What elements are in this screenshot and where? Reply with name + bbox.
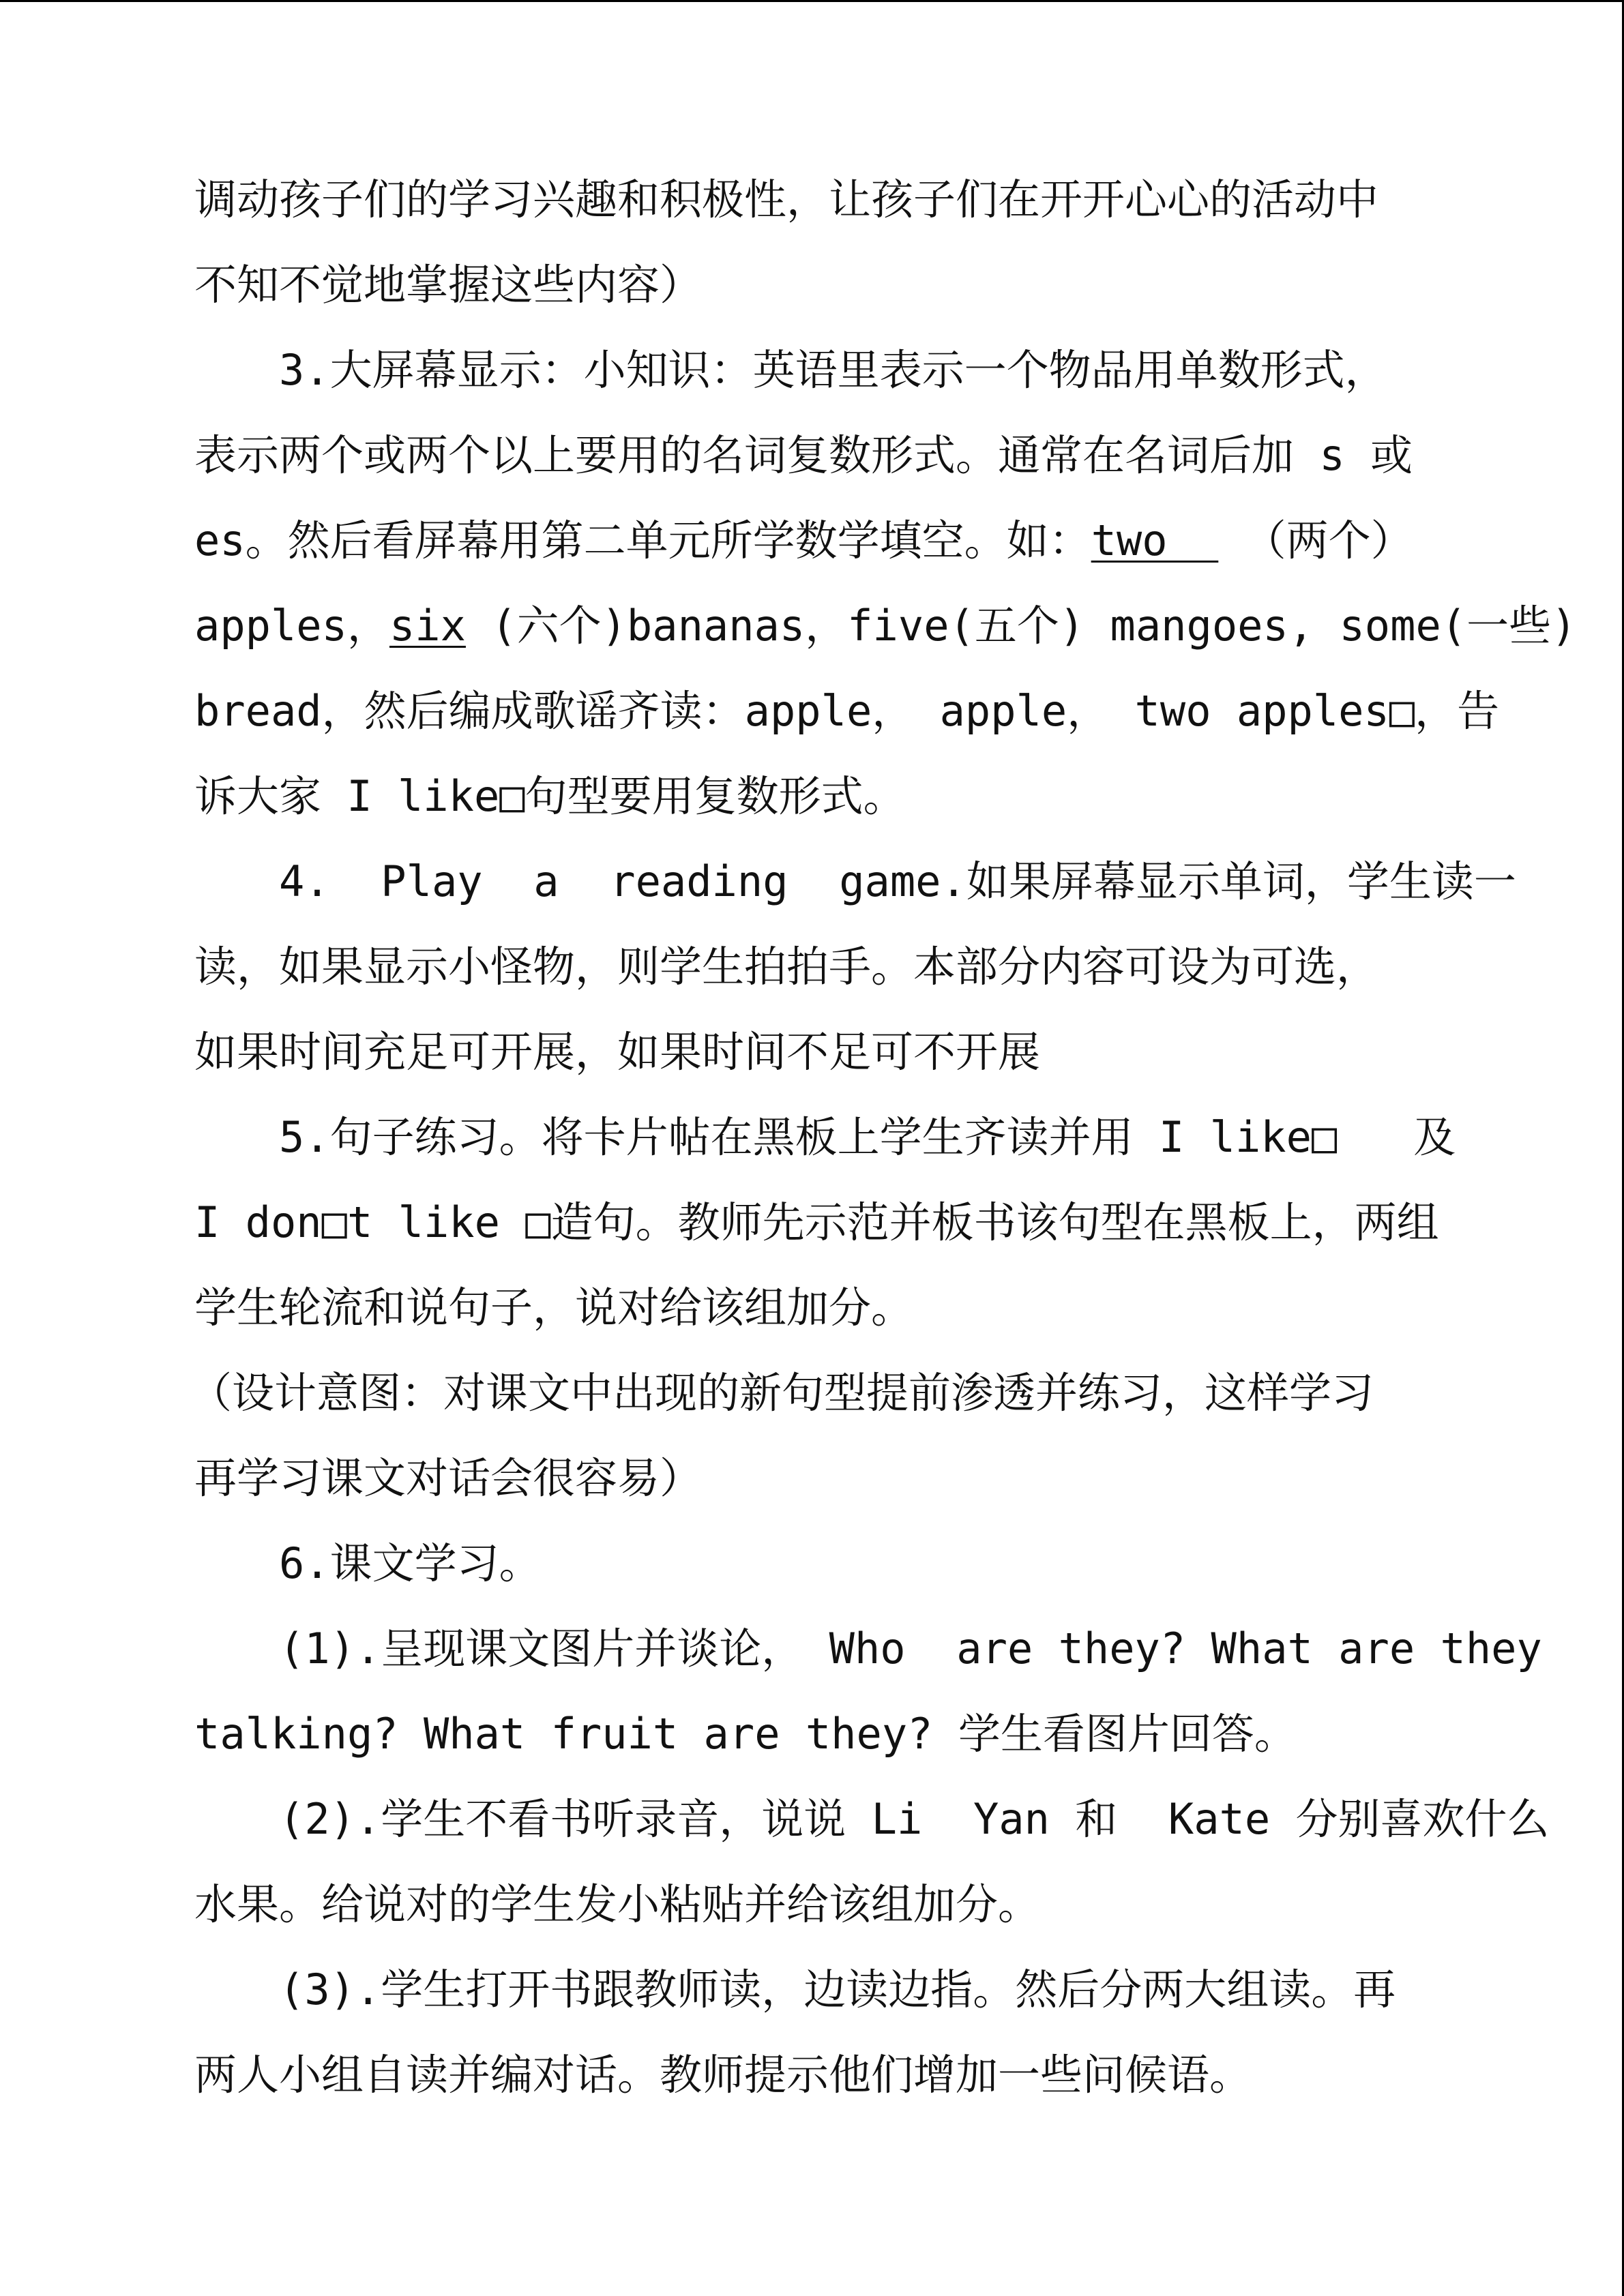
underlined-blank-answer: two	[1091, 516, 1219, 565]
paragraph-line: 再学习课文对话会很容易）	[194, 1453, 703, 1503]
paragraph-line: 6.课文学习。	[279, 1538, 542, 1588]
paragraph-line	[194, 599, 1576, 653]
paragraph-line: 诉大家 I like□句型要用复数形式。	[194, 771, 906, 821]
paragraph-line: 读，如果显示小怪物，则学生拍拍手。本部分内容可设为可选，	[194, 942, 1379, 992]
paragraph-line: (3).学生打开书跟教师读，边读边指。然后分两大组读。再	[279, 1965, 1396, 2014]
paragraph-line: 4. Play a reading game.如果屏幕显示单词，学生读一	[279, 856, 1516, 906]
paragraph-line: bread，然后编成歌谣齐读：apple， apple， two apples□，告	[194, 686, 1500, 736]
paragraph-line: 表示两个或两个以上要用的名词复数形式。通常在名词后加 s 或	[194, 430, 1413, 480]
line-text: （两个）	[1218, 516, 1413, 565]
paragraph-line: 不知不觉地掌握这些内容）	[194, 260, 703, 310]
paragraph-line	[194, 513, 1413, 568]
line-text: (六个)bananas，five(五个) mangoes, some(一些)	[465, 601, 1577, 651]
paragraph-line: I don□t like □造句。教师先示范并板书该句型在黑板上，两组	[194, 1197, 1439, 1247]
paragraph-line: （设计意图：对课文中出现的新句型提前渗透并练习，这样学习	[190, 1368, 1374, 1418]
paragraph-line: (2).学生不看书听录音，说说 Li Yan 和 Kate 分别喜欢什么	[279, 1794, 1550, 1844]
paragraph-line: 如果时间充足可开展，如果时间不足可不开展	[194, 1027, 1041, 1077]
paragraph-line: 3.大屏幕显示：小知识：英语里表示一个物品用单数形式，	[279, 345, 1387, 395]
paragraph-line: 调动孩子们的学习兴趣和积极性，让孩子们在开开心心的活动中	[194, 175, 1379, 224]
line-text: es。然后看屏幕用第二单元所学数学填空。如：	[194, 516, 1091, 565]
paragraph-line: 两人小组自读并编对话。教师提示他们增加一些问候语。	[194, 2050, 1252, 2100]
paragraph-line: 5.句子练习。将卡片帖在黑板上学生齐读并用 I like□ 及	[279, 1112, 1456, 1162]
underlined-blank-answer: six	[389, 601, 466, 651]
paragraph-line: 水果。给说对的学生发小粘贴并给该组加分。	[194, 1879, 1041, 1929]
paragraph-line: (1).呈现课文图片并谈论， Who are they? What are they	[279, 1624, 1542, 1673]
paragraph-line: talking? What fruit are they? 学生看图片回答。	[194, 1709, 1297, 1759]
paragraph-line: 学生轮流和说句子，说对给该组加分。	[194, 1283, 914, 1332]
line-text: apples，	[194, 601, 389, 651]
